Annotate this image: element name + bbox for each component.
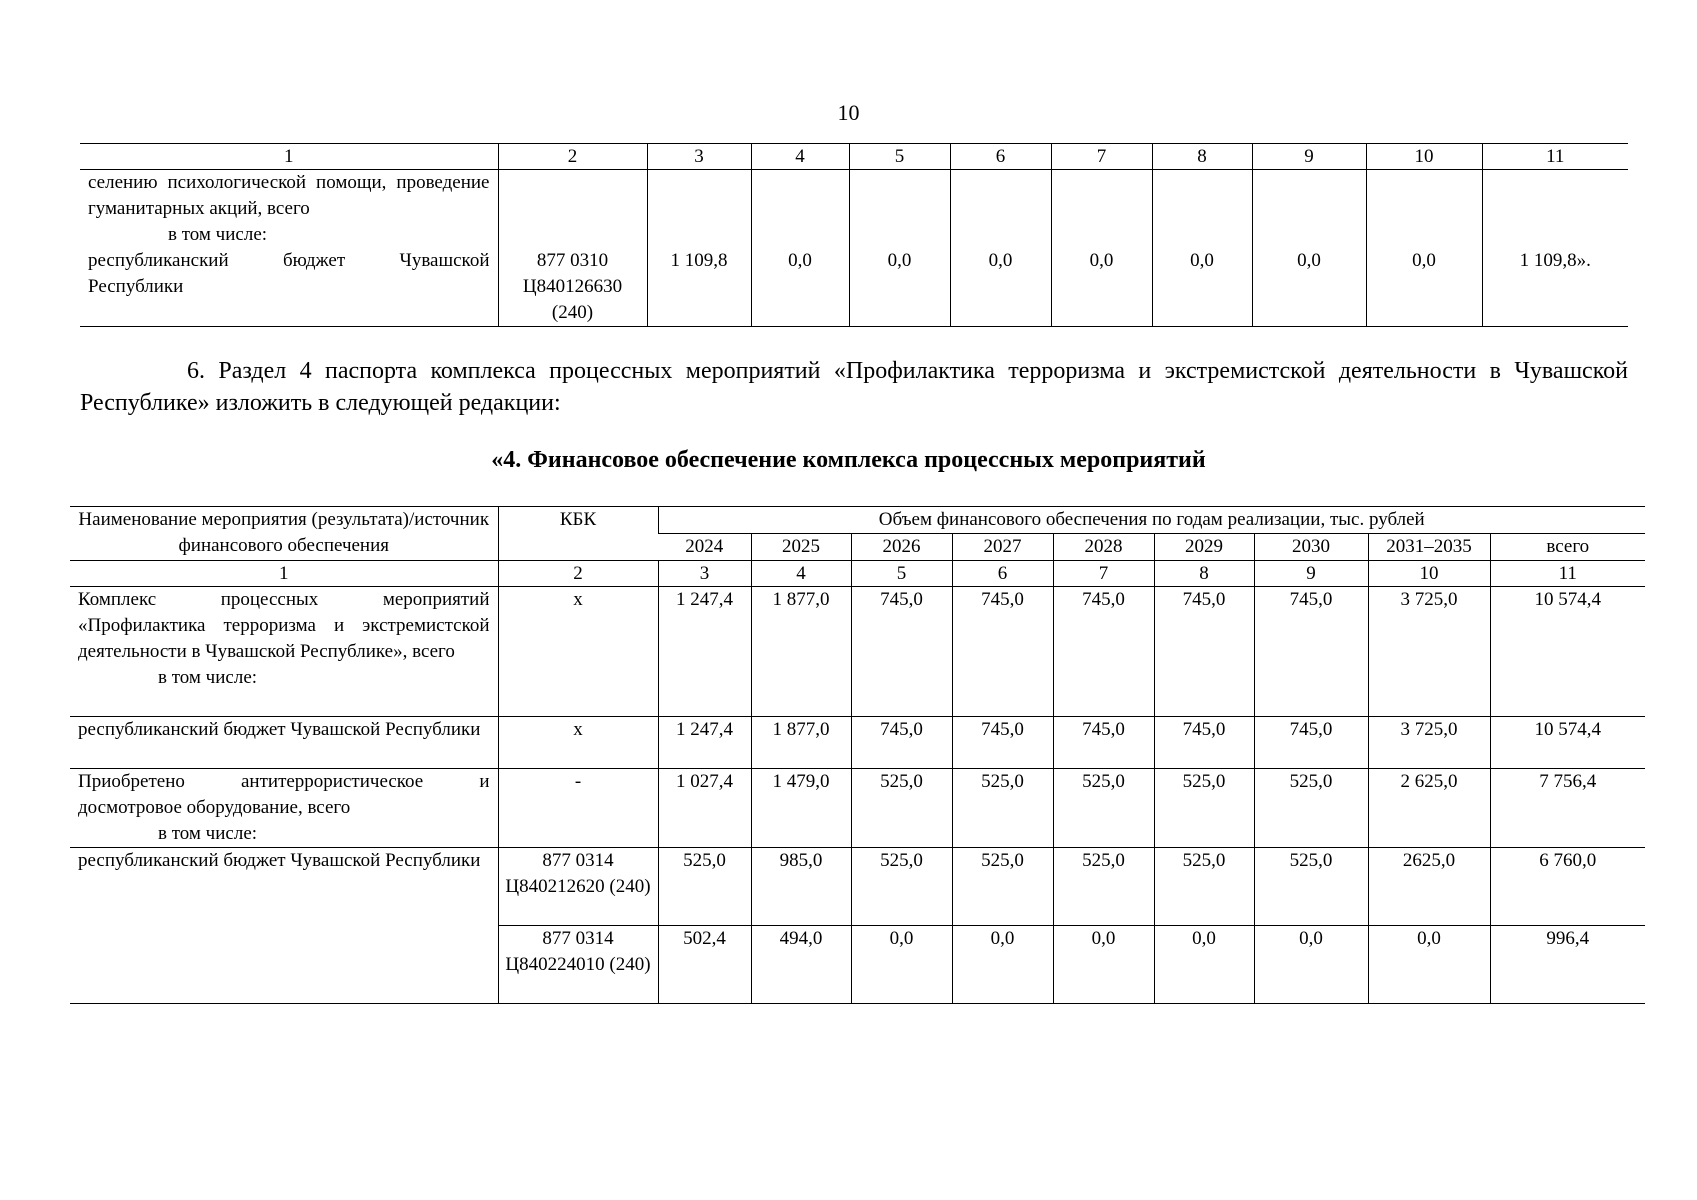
section-title: «4. Финансовое обеспечение комплекса процессных мероприятий — [491, 447, 1206, 473]
value-cell — [647, 170, 751, 249]
table-row — [80, 170, 1628, 249]
column-number: 9 — [1254, 561, 1368, 587]
column-number: 8 — [1152, 144, 1252, 170]
year-header: 2031–2035 — [1368, 534, 1490, 561]
value-cell: 996,4 — [1490, 926, 1645, 1004]
value-cell: 494,0 — [751, 926, 851, 1004]
header-volume: Объем финансового обеспечения по годам реализации, тыс. рублей — [658, 507, 1645, 534]
column-number-row — [70, 561, 1645, 587]
value-cell — [1051, 170, 1152, 249]
continued-table — [80, 143, 1628, 327]
row-name-cell — [70, 717, 498, 769]
year-header: 2025 — [751, 534, 851, 561]
kbk-cell: 877 0314 Ц840224010 (240) — [498, 926, 658, 1004]
value-cell: 525,0 — [1254, 848, 1368, 926]
value-cell: 745,0 — [1154, 717, 1254, 769]
value-cell: 745,0 — [851, 587, 952, 717]
value-cell: 525,0 — [851, 769, 952, 848]
value-cell: 0,0 — [950, 248, 1051, 327]
column-number: 2 — [498, 144, 647, 170]
value-cell: 1 247,4 — [658, 587, 751, 717]
row-subtitle: в том числе: — [158, 823, 258, 844]
value-cell: 0,0 — [1154, 926, 1254, 1004]
value-cell: 745,0 — [952, 587, 1053, 717]
column-number: 10 — [1368, 561, 1490, 587]
value-cell — [1366, 170, 1482, 249]
value-cell: 525,0 — [952, 848, 1053, 926]
column-number: 3 — [658, 561, 751, 587]
value-cell: 1 877,0 — [751, 717, 851, 769]
column-number: 1 — [80, 144, 498, 170]
column-number: 6 — [952, 561, 1053, 587]
value-cell — [1252, 170, 1366, 249]
value-cell: 1 109,8 — [647, 248, 751, 327]
row-name: Приобретено антитеррористическое и досмотровое оборудование, всего — [78, 771, 490, 818]
column-number: 4 — [751, 561, 851, 587]
year-header: 2030 — [1254, 534, 1368, 561]
column-number: 9 — [1252, 144, 1366, 170]
header-kbk: КБК — [498, 507, 658, 561]
table-row — [70, 587, 1645, 717]
column-number: 5 — [851, 561, 952, 587]
value-cell: 745,0 — [851, 717, 952, 769]
value-cell: 525,0 — [1154, 769, 1254, 848]
column-number: 4 — [751, 144, 849, 170]
value-cell: 525,0 — [952, 769, 1053, 848]
value-cell: 1 877,0 — [751, 587, 851, 717]
table-row — [70, 848, 1645, 926]
row-name: республиканский бюджет Чувашской Республики — [78, 850, 481, 871]
column-number: 8 — [1154, 561, 1254, 587]
value-cell: 525,0 — [1053, 848, 1154, 926]
row-name-cell — [70, 769, 498, 848]
row-subtitle: в том числе: — [168, 224, 268, 245]
kbk-cell — [498, 170, 647, 249]
header-row — [70, 507, 1645, 534]
value-cell: 10 574,4 — [1490, 717, 1645, 769]
header-name: Наименование мероприятия (результата)/источник финансового обеспечения — [78, 509, 490, 556]
value-cell: 745,0 — [1053, 717, 1154, 769]
value-cell: 0,0 — [1368, 926, 1490, 1004]
column-number: 2 — [498, 561, 658, 587]
value-cell: 10 574,4 — [1490, 587, 1645, 717]
table-row — [80, 248, 1628, 327]
value-cell: 525,0 — [1154, 848, 1254, 926]
amendment-paragraph: 6. Раздел 4 паспорта комплекса процессных мероприятий «Профилактика терроризма и экстремистской деятельности в Чувашской Республике» изложить в следующей редакции: — [80, 358, 1628, 416]
column-number: 10 — [1366, 144, 1482, 170]
value-cell: 0,0 — [1053, 926, 1154, 1004]
value-cell: 0,0 — [1366, 248, 1482, 327]
value-cell — [950, 170, 1051, 249]
financing-table — [70, 506, 1645, 1004]
table-row — [70, 769, 1645, 848]
column-number: 6 — [950, 144, 1051, 170]
value-cell: 502,4 — [658, 926, 751, 1004]
value-cell — [751, 170, 849, 249]
row-name: Комплекс процессных мероприятий «Профилактика терроризма и экстремистской деятельности в Чувашской Республике», всего — [78, 589, 490, 662]
year-header: 2028 — [1053, 534, 1154, 561]
column-number: 7 — [1053, 561, 1154, 587]
row-name-cell — [70, 587, 498, 717]
column-number: 5 — [849, 144, 950, 170]
value-cell: 0,0 — [751, 248, 849, 327]
column-number: 11 — [1482, 144, 1628, 170]
page-number: 10 — [837, 100, 860, 125]
year-header: 2024 — [685, 536, 724, 557]
value-cell: 0,0 — [851, 926, 952, 1004]
column-number: 11 — [1490, 561, 1645, 587]
value-cell: 0,0 — [1051, 248, 1152, 327]
row-name: республиканский бюджет Чувашской Республики — [78, 719, 481, 740]
value-cell: 1 479,0 — [751, 769, 851, 848]
row-name: селению психологической помощи, проведение гуманитарных акций, всего — [88, 172, 490, 219]
column-number-row — [80, 144, 1628, 170]
value-cell: 7 756,4 — [1490, 769, 1645, 848]
value-cell: 745,0 — [1254, 587, 1368, 717]
column-number: 3 — [647, 144, 751, 170]
value-cell: 3 725,0 — [1368, 587, 1490, 717]
value-cell: 1 247,4 — [658, 717, 751, 769]
kbk-cell: - — [498, 769, 658, 848]
kbk-cell: х — [498, 717, 658, 769]
value-cell: 0,0 — [1252, 248, 1366, 327]
value-cell: 2625,0 — [1368, 848, 1490, 926]
year-header: 2026 — [851, 534, 952, 561]
value-cell: 525,0 — [851, 848, 952, 926]
table-row — [70, 717, 1645, 769]
value-cell: 745,0 — [1053, 587, 1154, 717]
row-name-cell — [70, 848, 498, 1004]
year-header: 2027 — [952, 534, 1053, 561]
value-cell: 1 109,8». — [1482, 248, 1628, 327]
value-cell: 0,0 — [1152, 248, 1252, 327]
value-cell: 745,0 — [952, 717, 1053, 769]
value-cell — [1152, 170, 1252, 249]
row-subtitle: в том числе: — [158, 667, 258, 688]
value-cell: 0,0 — [952, 926, 1053, 1004]
value-cell: 0,0 — [849, 248, 950, 327]
year-header: всего — [1490, 534, 1645, 561]
value-cell: 985,0 — [751, 848, 851, 926]
kbk-cell: х — [498, 587, 658, 717]
value-cell: 525,0 — [658, 848, 751, 926]
column-number: 7 — [1051, 144, 1152, 170]
value-cell: 525,0 — [1053, 769, 1154, 848]
value-cell: 525,0 — [1254, 769, 1368, 848]
row-name: республиканский бюджет Чувашской Республики — [88, 250, 490, 297]
column-number: 1 — [70, 561, 498, 587]
value-cell: 745,0 — [1254, 717, 1368, 769]
value-cell: 2 625,0 — [1368, 769, 1490, 848]
value-cell: 0,0 — [1254, 926, 1368, 1004]
value-cell: 3 725,0 — [1368, 717, 1490, 769]
value-cell: 745,0 — [1154, 587, 1254, 717]
value-cell — [849, 170, 950, 249]
year-header: 2029 — [1154, 534, 1254, 561]
kbk-cell: 877 0310 Ц840126630 (240) — [498, 248, 647, 327]
value-cell: 6 760,0 — [1490, 848, 1645, 926]
row-name-cell — [80, 248, 498, 327]
kbk-cell: 877 0314 Ц840212620 (240) — [498, 848, 658, 926]
row-name-cell — [80, 170, 498, 249]
value-cell: 1 027,4 — [658, 769, 751, 848]
value-cell — [1482, 170, 1628, 249]
